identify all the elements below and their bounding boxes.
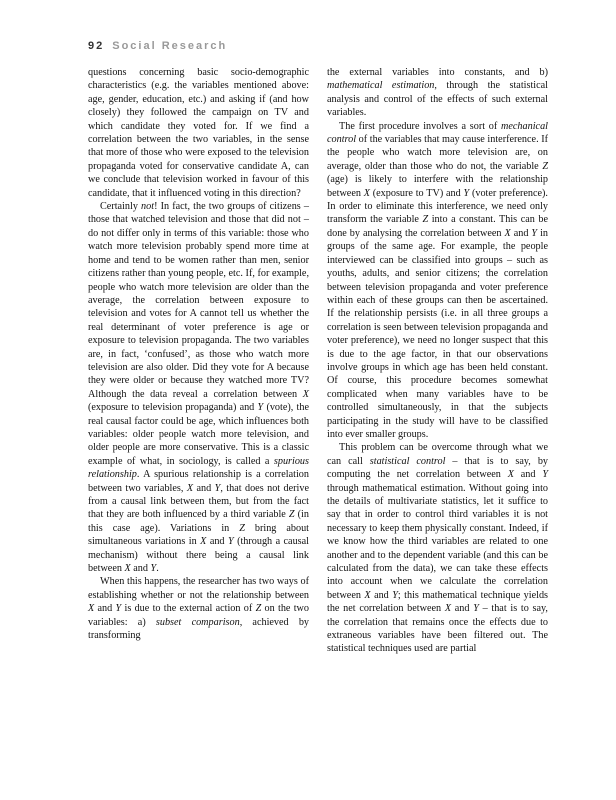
page-number: 92 bbox=[88, 40, 105, 52]
text-run: into a constant. This can be done by analysing the correlation between bbox=[327, 214, 548, 239]
text-run: , that does not derive from a causal link between them, but from the fact that they are both influenced by a third variable bbox=[88, 482, 309, 521]
text-run: and bbox=[370, 589, 393, 601]
text-run: . A spurious relationship is a correlation between two variables, bbox=[88, 469, 309, 494]
text-run: ! In fact, the two groups of citizens – those that watched television and those that did not – do not differ only in terms of this variable: those who watch more television probably spend more time at home and tend to be women rather than men, senior citizens rather than young people, etc. If, for example, people who watch more television are older than the average, the correlation between exposure to television and votes for A cannot tell us whether the real determinant of voter preference is age or exposure to television propaganda. The two variables are, in fact, ‘confused’, as those who watch more television are also older. Did they vote for A because they were older or because they watched more TV? Although the data reveal a correlation between bbox=[88, 201, 309, 400]
variable: Y bbox=[214, 482, 221, 494]
text-run: and bbox=[513, 469, 543, 481]
text-run: ; this mathematical technique yields the net correlation between bbox=[327, 589, 548, 615]
text-run: (vote), the real causal factor could be age, which influences both variables: older people watch more television, and older people are more conservative. This is a classic example of what, in sociology, is called a bbox=[88, 402, 309, 467]
paragraph bbox=[88, 200, 309, 575]
text-run: and bbox=[510, 227, 532, 239]
variable: X bbox=[504, 227, 511, 239]
text-run: of the variables that may cause interference. If the people who watch more television are, on average, older than those who do not, the variable bbox=[327, 134, 548, 172]
variable: Z bbox=[239, 522, 245, 534]
text-run: and bbox=[451, 603, 474, 615]
term: mechanical control bbox=[327, 120, 548, 146]
left-column bbox=[88, 66, 309, 642]
paragraph bbox=[327, 66, 548, 120]
variable: Y bbox=[473, 603, 479, 615]
text-run: and bbox=[130, 563, 151, 575]
variable: Y bbox=[150, 563, 157, 575]
variable: Z bbox=[288, 509, 295, 521]
variable: X bbox=[200, 536, 207, 548]
text-run: and bbox=[193, 482, 215, 494]
text-run: When this happens, the researcher has two ways of establishing whether or not the relationship between bbox=[88, 576, 309, 601]
text-run: Certainly bbox=[100, 201, 142, 213]
variable: Y bbox=[257, 402, 264, 414]
variable: X bbox=[444, 603, 452, 615]
text-run: bring about simultaneous variations in bbox=[88, 522, 310, 548]
text-run: – that is to say, by computing the net correlation between bbox=[327, 455, 549, 481]
text-run: (exposure to TV) and bbox=[369, 187, 464, 199]
variable: Y bbox=[531, 227, 538, 239]
variable: X bbox=[88, 603, 95, 615]
variable: X bbox=[124, 563, 131, 575]
term: statistical control bbox=[369, 455, 446, 467]
variable: Y bbox=[115, 603, 122, 615]
text-run: and bbox=[94, 603, 116, 615]
text-run: is due to the external action of bbox=[121, 603, 256, 615]
text-run: , through the statistical analysis and control of the effects of such external variables. bbox=[327, 80, 548, 119]
variable: X bbox=[507, 469, 514, 481]
emphasis: not bbox=[141, 201, 155, 213]
running-head bbox=[88, 40, 227, 52]
paragraph bbox=[88, 66, 309, 200]
right-column bbox=[327, 66, 548, 656]
variable: X bbox=[364, 589, 371, 601]
variable: Y bbox=[542, 469, 549, 481]
text-run: , achieved by transforming bbox=[88, 616, 310, 642]
text-run: . bbox=[156, 563, 159, 575]
text-run: This problem can be overcome through what we can call bbox=[327, 442, 548, 467]
text-run: (in this case age). Variations in bbox=[88, 509, 309, 534]
text-run: The first procedure involves a sort of bbox=[339, 120, 502, 132]
variable: X bbox=[363, 187, 370, 199]
text-run: (voter preference). In order to eliminate this interference, we need only transform the variable bbox=[327, 187, 548, 226]
text-run: and bbox=[206, 536, 228, 548]
text-run: questions concerning basic socio-demographic characteristics (e.g. the variables mentioned above: age, gender, education, etc.) and asking if (and how closely) they followed the campaign on TV and which candidate they voted for. If we find a correlation between the two variables, in the sense that more of those who were exposed to the television propaganda voted for conservative candidate A, can we conclude that television worked in favour of this candidate, that it influenced voting in this direction? bbox=[88, 67, 309, 199]
text-run: through mathematical estimation. Without going into the details of multivariate statistics, let it suffice to say that in order to control third variables it is not necessary to keep them physically constant. Indeed, if we know how the third variables are related to one another and to the dependent variable (and this can be calculated from the data), we can take these effects into account when we calculate the correlation between bbox=[327, 482, 548, 601]
text-run: on the two variables: a) bbox=[88, 603, 310, 628]
text-run: the external variables into constants, and b) bbox=[327, 67, 548, 78]
text-run: (exposure to television propaganda) and bbox=[88, 402, 258, 414]
variable: Z bbox=[542, 160, 548, 172]
variable: Z bbox=[422, 214, 429, 226]
paragraph bbox=[88, 575, 309, 642]
paragraph bbox=[327, 120, 548, 442]
text-run: (age) is likely to interfere with the relationship between bbox=[327, 174, 548, 199]
variable: X bbox=[302, 388, 309, 400]
text-run: – that is to say, the correlation that remains once the effects due to extraneous variables have been filtered out. The statistical techniques used are partial bbox=[327, 603, 548, 655]
variable: Y bbox=[463, 187, 470, 199]
variable: Z bbox=[255, 603, 262, 615]
variable: Y bbox=[392, 589, 398, 601]
running-title: Social Research bbox=[112, 40, 228, 52]
text-run: (through a causal mechanism) without there being a causal link between bbox=[88, 536, 309, 575]
variable: X bbox=[186, 482, 194, 494]
text-run: in groups of the same age. For example, the people interviewed can be classified into groups – such as youths, adults, and senior citizens; the correlation between television propaganda and voter preference within each of these groups can then be ascertained. If the relationship persists (i.e. in all three groups a correlation is seen between television propaganda and voter preference), we need no longer suspect that this is due to the age factor, in that our observations involve groups in which age has been held constant. Of course, this procedure becomes somewhat complicated when many variables have to be controlled simultaneously, in that the subjects participating in the study will have to be classified into ever smaller groups. bbox=[327, 227, 548, 440]
term: spurious relationship bbox=[88, 455, 309, 481]
paragraph bbox=[327, 441, 548, 656]
term: subset comparison bbox=[155, 616, 240, 628]
term: mathematical estimation bbox=[327, 80, 435, 92]
variable: Y bbox=[227, 536, 234, 548]
